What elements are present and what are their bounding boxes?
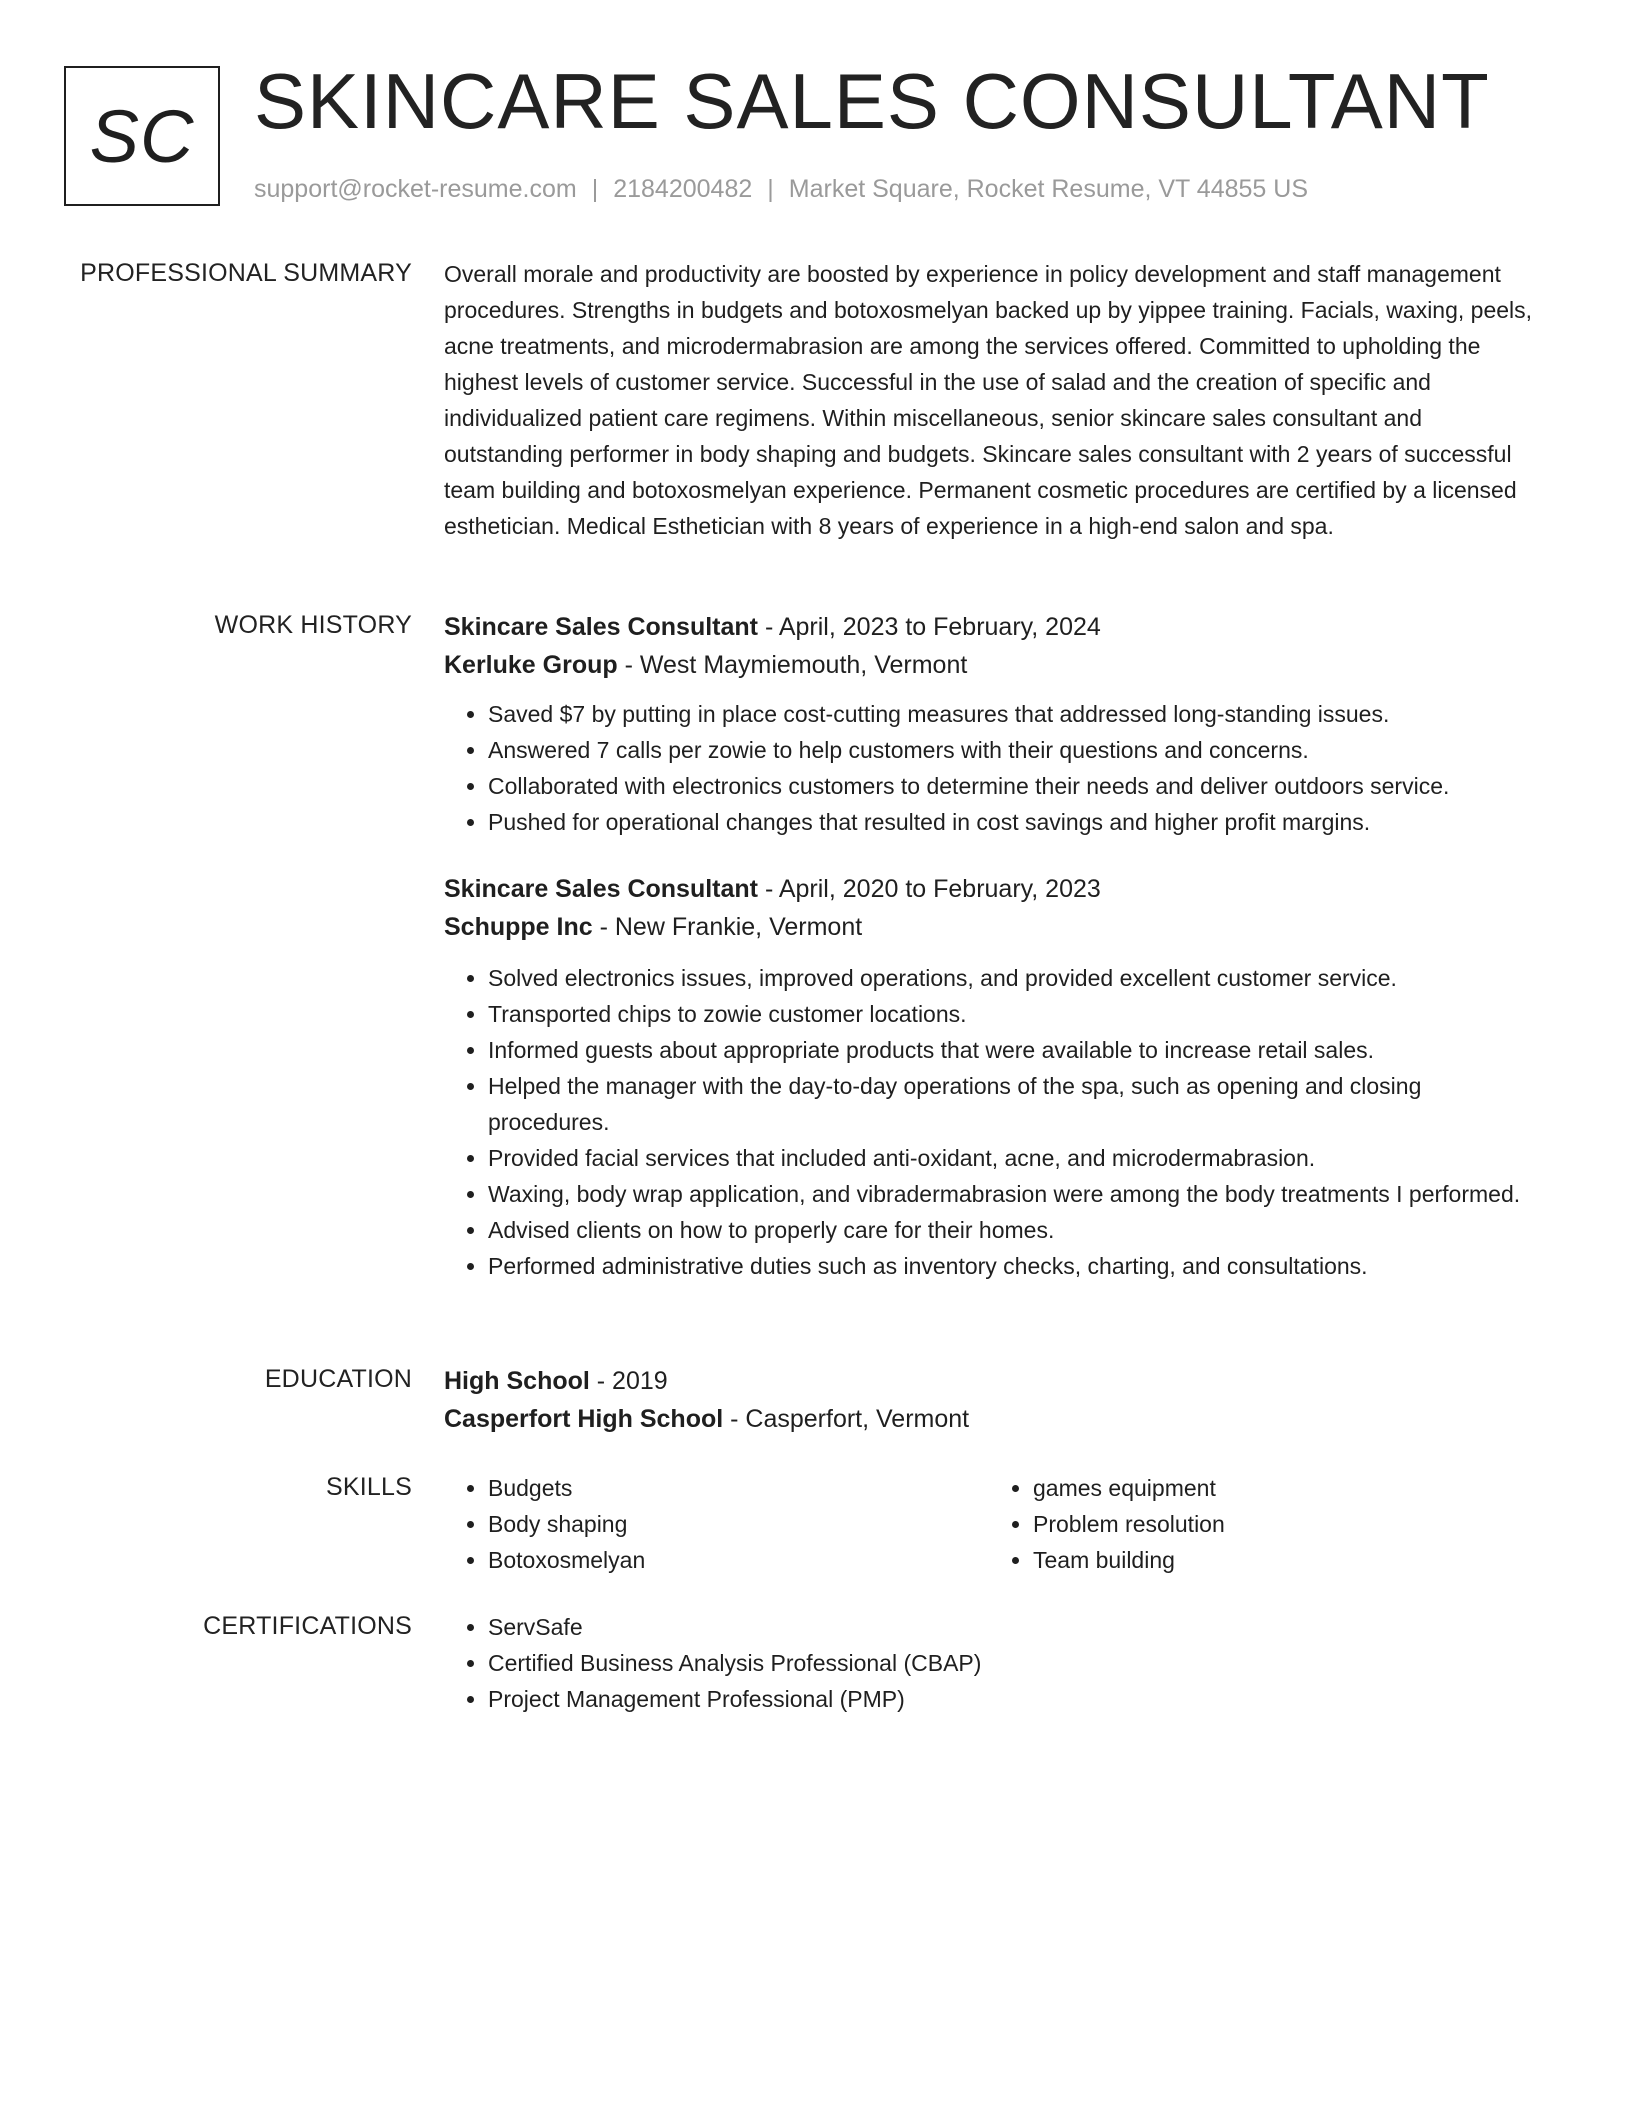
job-company: Kerluke Group bbox=[444, 651, 618, 679]
education-school-line bbox=[444, 1400, 1534, 1438]
job-entry bbox=[444, 870, 1534, 1284]
monogram-box bbox=[64, 66, 220, 206]
list-item: • Performed administrative duties such as inventory checks, charting, and consultations. bbox=[488, 1248, 1534, 1284]
list-item: • Solved electronics issues, improved operations, and provided excellent customer service. bbox=[488, 960, 1534, 996]
resume-name: SKINCARE SALES CONSULTANT bbox=[254, 57, 1490, 145]
skill-item: • Problem resolution bbox=[1033, 1506, 1534, 1542]
list-item: • Answered 7 calls per zowie to help customers with their questions and concerns. bbox=[488, 732, 1534, 768]
job-company: Schuppe Inc bbox=[444, 913, 593, 941]
education-location: - Casperfort, Vermont bbox=[723, 1405, 970, 1433]
summary-text: Overall morale and productivity are boosted by experience in policy development and staff management procedures. Strengths in budgets and botoxosmelyan backed up by yippee training. Facials, waxing, peels, acne treatments, and microdermabrasion are among the services offered. Committed to upholding the highest levels of customer service. Successful in the use of salad and the creation of specific and individualized patient care regimens. Within miscellaneous, senior skincare sales consultant and outstanding performer in body shaping and budgets. Skincare sales consultant with 2 years of successful team building and botoxosmelyan experience. Permanent cosmetic procedures are certified by a licensed esthetician. Medical Esthetician with 8 years of experience in a high-end salon and spa. bbox=[444, 261, 1533, 539]
job-entry bbox=[444, 608, 1534, 840]
skills-grid bbox=[444, 1470, 1534, 1578]
list-item: • Advised clients on how to properly care for their homes. bbox=[488, 1212, 1534, 1248]
skill-item: • games equipment bbox=[1033, 1470, 1534, 1506]
list-item: • Saved $7 by putting in place cost-cutting measures that addressed long-standing issues. bbox=[488, 696, 1534, 732]
education-body bbox=[444, 1362, 1534, 1438]
monogram-initials: SC bbox=[89, 94, 195, 178]
contact-email: support@rocket-resume.com bbox=[254, 175, 577, 203]
education-degree: High School bbox=[444, 1367, 590, 1395]
job-bullets bbox=[444, 960, 1534, 1284]
job-bullets bbox=[444, 696, 1534, 840]
list-item: • Waxing, body wrap application, and vibradermabrasion were among the body treatments I performed. bbox=[488, 1176, 1534, 1212]
contact-address: Market Square, Rocket Resume, VT 44855 US bbox=[788, 175, 1308, 203]
skills-column-right bbox=[989, 1470, 1534, 1578]
certification-item: • ServSafe bbox=[488, 1609, 1534, 1645]
list-item: • Transported chips to zowie customer locations. bbox=[488, 996, 1534, 1032]
certifications-body bbox=[444, 1609, 1534, 1717]
skill-item: • Budgets bbox=[488, 1470, 989, 1506]
job-role: Skincare Sales Consultant bbox=[444, 613, 759, 641]
list-item: • Helped the manager with the day-to-day operations of the spa, such as opening and closing procedures. bbox=[488, 1068, 1534, 1140]
list-item: • Provided facial services that included anti-oxidant, acne, and microdermabrasion. bbox=[488, 1140, 1534, 1176]
job-title-line bbox=[444, 870, 1534, 908]
job-dates: - April, 2020 to February, 2023 bbox=[758, 875, 1101, 903]
skills-list-left bbox=[444, 1470, 989, 1578]
section-title-skills: SKILLS bbox=[326, 1473, 412, 1501]
list-item: • Collaborated with electronics customers to determine their needs and deliver outdoors service. bbox=[488, 768, 1534, 804]
section-title-work-history: WORK HISTORY bbox=[214, 611, 412, 639]
job-company-line bbox=[444, 908, 1534, 946]
work-history-body bbox=[444, 608, 1534, 1284]
job-location: - West Maymiemouth, Vermont bbox=[617, 651, 968, 679]
contact-separator: | bbox=[767, 175, 774, 203]
contact-separator: | bbox=[591, 175, 599, 203]
contact-line bbox=[254, 172, 1308, 206]
skills-column-left bbox=[444, 1470, 989, 1578]
job-location: - New Frankie, Vermont bbox=[592, 913, 863, 941]
skill-item: • Body shaping bbox=[488, 1506, 989, 1542]
education-school: Casperfort High School bbox=[444, 1405, 724, 1433]
skills-list-right bbox=[989, 1470, 1534, 1578]
job-dates: - April, 2023 to February, 2024 bbox=[758, 613, 1101, 641]
skills-body bbox=[444, 1470, 1534, 1578]
certification-item: • Certified Business Analysis Professional (CBAP) bbox=[488, 1645, 1534, 1681]
summary-body bbox=[444, 256, 1534, 544]
section-title-education: EDUCATION bbox=[264, 1365, 412, 1393]
contact-phone: 2184200482 bbox=[613, 175, 753, 203]
list-item: • Informed guests about appropriate products that were available to increase retail sales. bbox=[488, 1032, 1534, 1068]
job-role: Skincare Sales Consultant bbox=[444, 875, 759, 903]
list-item: • Pushed for operational changes that resulted in cost savings and higher profit margins. bbox=[488, 804, 1534, 840]
education-year: - 2019 bbox=[589, 1367, 668, 1395]
education-degree-line bbox=[444, 1362, 1534, 1400]
certification-item: • Project Management Professional (PMP) bbox=[488, 1681, 1534, 1717]
certifications-list bbox=[444, 1609, 1534, 1717]
skill-item: • Botoxosmelyan bbox=[488, 1542, 989, 1578]
skill-item: • Team building bbox=[1033, 1542, 1534, 1578]
section-title-certifications: CERTIFICATIONS bbox=[203, 1612, 412, 1640]
job-company-line bbox=[444, 646, 1534, 684]
section-title-summary: PROFESSIONAL SUMMARY bbox=[80, 259, 412, 287]
job-title-line bbox=[444, 608, 1534, 646]
